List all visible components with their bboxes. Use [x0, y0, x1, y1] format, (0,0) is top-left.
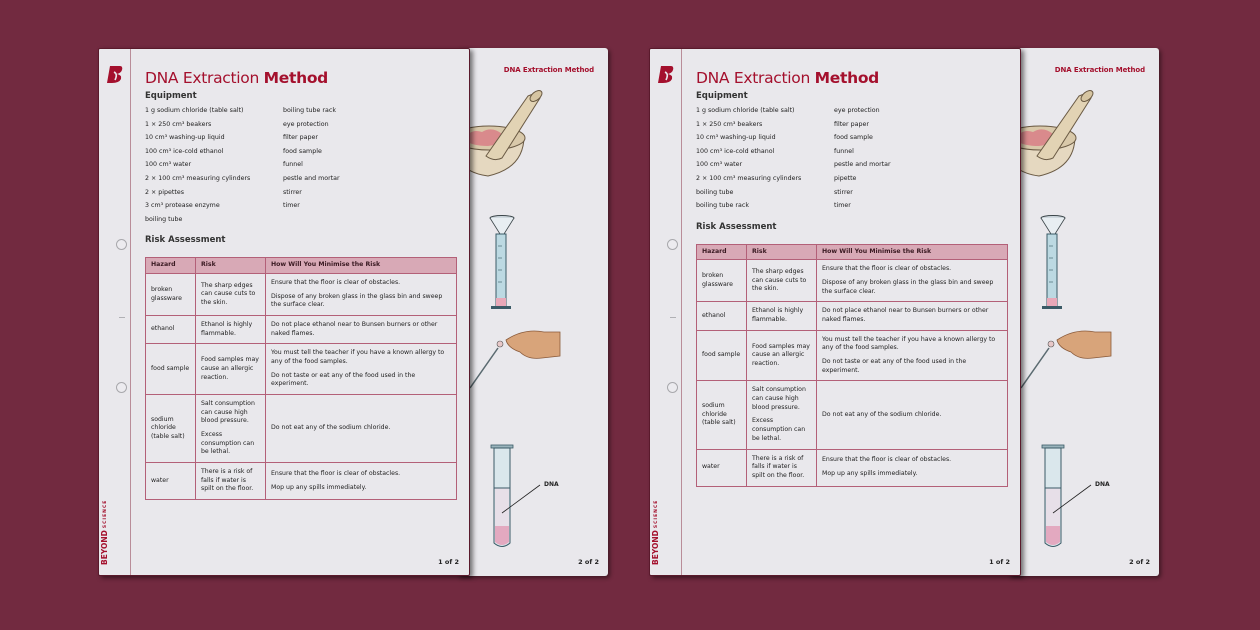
equipment-item: 100 cm³ ice-cold ethanol [145, 147, 224, 155]
minimise-cell-text: Mop up any spills immediately. [822, 470, 918, 477]
risk-cell [196, 274, 266, 316]
minimise-cell-text: Mop up any spills immediately. [271, 483, 367, 491]
worksheet-spread-2 [649, 48, 1161, 578]
margin-line [130, 49, 131, 575]
worksheet-page-1: BEYONDSCIENCE DNA Extraction Method Equipment 1 g sodium chloride (table salt) 1 × 250 cm³ beakers 10 cm³ washing-up liquid 100 cm³ ice-cold ethanol 100 cm³ water 2 × 100 cm³ measuring cylinders boiling tube boiling tube rack eye protection filter paper food sample funnel pestle and mortar pipette stirrer timer Risk Assessment Hazard Risk How Will You Minimise the Risk broken glassware The sharp edges can cause cuts to the skin. Ensure that the floor is clear of obstacles. Dispose of any broken glass in the glass bin and sweep the surface clear. ethanol Ethanol is highly flammable. Do not place ethanol near to Bunsen burners or other naked flames. food sample Food samples may cause an allergic reaction. You must tell the teacher if you have a known allergy to any of the food samples. Do not taste or eat any of the food used in the experiment. sodium chloride (table salt) Salt consumption can cause high blood pressure. Excess consumption can be lethal. Do not eat any of the sodium chloride. water There is a risk of falls if water is spilt on the floor. Ensure that the floor is clear of obstacles. Mop up any spills immediately. 1 of 2 [649, 48, 1021, 576]
hazard-cell: food sample [697, 330, 747, 381]
worksheet-page-2 [1009, 48, 1159, 576]
risk-cell [196, 344, 266, 395]
equipment-item: pipette [834, 174, 857, 182]
equipment-item: 2 × 100 cm³ measuring cylinders [145, 174, 251, 182]
equipment-heading: Equipment [145, 91, 197, 101]
minimise-cell-text: Do not eat any of the sodium chloride. [271, 424, 391, 432]
minimise-cell [266, 316, 457, 344]
hazard-cell: sodium chloride (table salt) [146, 395, 196, 463]
minimise-cell-text: Ensure that the floor is clear of obstacles. [822, 456, 952, 464]
column-header-minimise: How Will You Minimise the Risk [266, 258, 457, 274]
risk-cell-text: The sharp edges can cause cuts to the skin. [752, 267, 807, 293]
minimise-cell-text: Ensure that the floor is clear of obstacles. [271, 279, 401, 287]
risk-cell-text: Salt consumption can cause high blood pressure. [752, 386, 806, 411]
table-row [697, 449, 1008, 486]
dna-label: DNA [1095, 481, 1110, 488]
minimise-cell-text: Ensure that the floor is clear of obstacles. [822, 265, 952, 273]
risk-cell [196, 463, 266, 500]
minimise-cell [266, 395, 457, 463]
equipment-item: eye protection [283, 120, 329, 128]
risk-cell-text: The sharp edges can cause cuts to the skin. [201, 281, 256, 306]
hazard-cell: water [146, 463, 196, 500]
minimise-cell-text: Do not place ethanol near to Bunsen burners or other naked flames. [271, 321, 438, 337]
equipment-item: boiling tube [145, 215, 183, 223]
page-number: 1 of 2 [438, 558, 459, 566]
minimise-cell-text: Ensure that the floor is clear of obstacles. [271, 469, 401, 477]
minimise-cell [266, 274, 457, 316]
equipment-item: stirrer [834, 188, 853, 196]
hand-with-pipette-icon [1009, 331, 1111, 423]
risk-cell-text: Ethanol is highly flammable. [201, 321, 253, 337]
equipment-item: boiling tube rack [696, 202, 749, 210]
risk-cell [196, 316, 266, 344]
minimise-cell [817, 302, 1008, 330]
illustrations [458, 48, 608, 576]
table-row [697, 381, 1008, 449]
table-row [146, 344, 457, 395]
minimise-cell-text: Do not place ethanol near to Bunsen burners or other naked flames. [822, 307, 989, 324]
equipment-item: filter paper [834, 120, 869, 128]
risk-cell-text: Salt consumption can cause high blood pressure. [201, 400, 255, 425]
minimise-cell-text: You must tell the teacher if you have a known allergy to any of the food samples. [822, 335, 996, 352]
hazard-cell: water [697, 449, 747, 486]
table-row [697, 330, 1008, 381]
beyond-logo-icon [106, 64, 124, 84]
hazard-cell: broken glassware [146, 274, 196, 316]
equipment-item: boiling tube rack [283, 107, 336, 114]
equipment-item: 3 cm³ protease enzyme [145, 202, 220, 210]
equipment-item: funnel [834, 147, 854, 155]
equipment-item: 100 cm³ ice-cold ethanol [696, 147, 775, 155]
minimise-cell [266, 344, 457, 395]
equipment-item: eye protection [834, 107, 880, 114]
equipment-column [696, 104, 834, 213]
equipment-list [145, 104, 459, 226]
risk-cell-text: Ethanol is highly flammable. [752, 307, 804, 324]
equipment-column [145, 104, 283, 226]
punch-hole [667, 382, 678, 393]
test-tube-icon [1042, 445, 1091, 547]
risk-cell [747, 302, 817, 330]
risk-cell-text: There is a risk of falls if water is spilt on the floor. [752, 454, 805, 479]
minimise-cell [817, 449, 1008, 486]
worksheet-spread-1 [98, 48, 610, 578]
pestle-and-mortar-icon [1009, 88, 1095, 176]
hazard-cell: sodium chloride (table salt) [697, 381, 747, 449]
equipment-item: 100 cm³ water [696, 161, 743, 169]
risk-table [696, 244, 1008, 487]
pestle-and-mortar-icon [458, 88, 544, 176]
page-number: 2 of 2 [1129, 558, 1150, 566]
column-header-hazard: Hazard [697, 244, 747, 260]
page2-header-title: DNA Extraction Method [503, 66, 594, 74]
hazard-cell: broken glassware [697, 260, 747, 302]
hazard-cell: ethanol [146, 316, 196, 344]
risk-cell-text: Excess consumption can be lethal. [201, 431, 255, 456]
hazard-cell: ethanol [697, 302, 747, 330]
minimise-cell-text: You must tell the teacher if you have a known allergy to any of the food samples. [271, 349, 445, 366]
risk-cell [747, 449, 817, 486]
fold-mark [670, 317, 676, 318]
punch-hole [116, 239, 127, 250]
risk-assessment-heading: Risk Assessment [145, 235, 226, 246]
punch-hole [667, 239, 678, 250]
equipment-item: 1 g sodium chloride (table salt) [696, 107, 795, 114]
equipment-item: funnel [283, 161, 303, 169]
equipment-item: 2 × pipettes [145, 188, 184, 196]
equipment-item: pestle and mortar [283, 174, 340, 182]
beyond-logo-icon [657, 64, 675, 84]
worksheet-page-2 [458, 48, 608, 576]
dna-label: DNA [544, 481, 559, 488]
funnel-and-measuring-cylinder-icon [1041, 216, 1065, 310]
punch-hole [116, 382, 127, 393]
page-number: 1 of 2 [989, 558, 1010, 566]
risk-cell-text: Food samples may cause an allergic reaction. [201, 356, 259, 381]
worksheet-page-1: BEYONDSCIENCE DNA Extraction Method Equipment 1 g sodium chloride (table salt) 1 × 250 cm³ beakers 10 cm³ washing-up liquid 100 cm³ ice-cold ethanol 100 cm³ water 2 × 100 cm³ measuring cylinders 2 × pipettes 3 cm³ protease enzyme boiling tube boiling tube rack eye protection filter paper food sample funnel pestle and mortar stirrer timer Risk Assessment Hazard Risk How Will You Minimise the Risk broken glassware The sharp edges can cause cuts to the skin. Ensure that the floor is clear of obstacles. Dispose of any broken glass in the glass bin and sweep the surface clear. ethanol Ethanol is highly flammable. Do not place ethanol near to Bunsen burners or other naked flames. food sample Food samples may cause an allergic reaction. You must tell the teacher if you have a known allergy to any of the food samples. Do not taste or eat any of the food used in the experiment. sodium chloride (table salt) Salt consumption can cause high blood pressure. Excess consumption can be lethal. Do not eat any of the sodium chloride. water There is a risk of falls if water is spilt on the floor. Ensure that the floor is clear of obstacles. Mop up any spills immediately. 1 of 2 [98, 48, 470, 576]
column-header-risk: Risk [747, 244, 817, 260]
minimise-cell [817, 260, 1008, 302]
minimise-cell [266, 463, 457, 500]
equipment-item: 1 × 250 cm³ beakers [696, 120, 763, 128]
test-tube-icon [491, 445, 540, 547]
equipment-list [696, 104, 1010, 213]
column-header-minimise: How Will You Minimise the Risk [817, 244, 1008, 260]
table-row [146, 274, 457, 316]
equipment-item: 10 cm³ washing-up liquid [696, 134, 776, 142]
equipment-item: food sample [834, 134, 873, 142]
risk-table [145, 257, 457, 500]
table-row [697, 302, 1008, 330]
minimise-cell-text: Dispose of any broken glass in the glass bin and sweep the surface clear. [271, 292, 443, 309]
risk-cell-text: There is a risk of falls if water is spilt on the floor. [201, 468, 254, 493]
column-header-risk: Risk [196, 258, 266, 274]
equipment-item: 1 × 250 cm³ beakers [145, 120, 212, 128]
page-number: 2 of 2 [578, 558, 599, 566]
minimise-cell [817, 330, 1008, 381]
page-title: DNA Extraction Method [696, 69, 879, 87]
hand-with-pipette-icon [458, 331, 560, 423]
minimise-cell-text: Do not taste or eat any of the food used in the experiment. [271, 371, 416, 388]
equipment-column [283, 104, 421, 226]
minimise-cell-text: Do not eat any of the sodium chloride. [822, 410, 942, 418]
page2-header-title: DNA Extraction Method [1054, 66, 1145, 74]
funnel-and-measuring-cylinder-icon [490, 216, 514, 310]
risk-cell-text: Food samples may cause an allergic reaction. [752, 342, 810, 367]
equipment-item: boiling tube [696, 188, 734, 196]
risk-cell [747, 330, 817, 381]
column-header-hazard: Hazard [146, 258, 196, 274]
minimise-cell-text: Do not taste or eat any of the food used in the experiment. [822, 358, 967, 374]
hazard-cell: food sample [146, 344, 196, 395]
risk-cell [747, 381, 817, 449]
table-row [146, 463, 457, 500]
illustrations [1009, 48, 1159, 576]
risk-cell-text: Excess consumption can be lethal. [752, 417, 806, 442]
equipment-item: timer [283, 202, 300, 210]
equipment-item: stirrer [283, 188, 302, 196]
equipment-column [834, 104, 972, 213]
minimise-cell-text: Dispose of any broken glass in the glass bin and sweep the surface clear. [822, 279, 994, 295]
equipment-item: filter paper [283, 134, 318, 142]
page-title: DNA Extraction Method [145, 69, 328, 87]
minimise-cell [817, 381, 1008, 449]
risk-cell [747, 260, 817, 302]
equipment-item: 100 cm³ water [145, 161, 192, 169]
equipment-item: 2 × 100 cm³ measuring cylinders [696, 174, 802, 182]
equipment-item: 10 cm³ washing-up liquid [145, 134, 225, 142]
table-row [697, 260, 1008, 302]
margin-line [681, 49, 682, 575]
equipment-item: timer [834, 202, 851, 210]
equipment-item: food sample [283, 147, 322, 155]
risk-assessment-heading: Risk Assessment [696, 221, 777, 232]
table-row [146, 395, 457, 463]
table-row [146, 316, 457, 344]
risk-cell [196, 395, 266, 463]
fold-mark [119, 317, 125, 318]
equipment-heading: Equipment [696, 91, 748, 101]
equipment-item: 1 g sodium chloride (table salt) [145, 107, 244, 114]
equipment-item: pestle and mortar [834, 161, 891, 169]
